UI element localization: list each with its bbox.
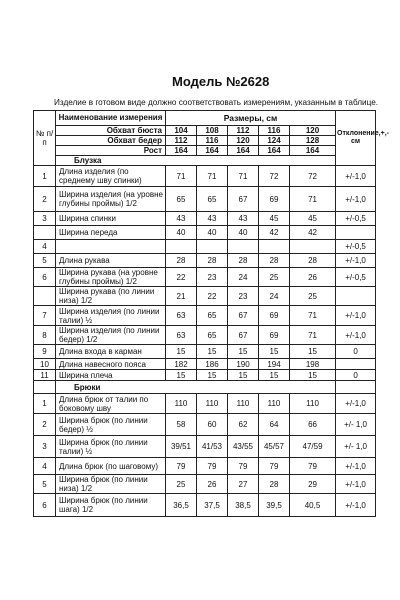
size-value: 72: [259, 166, 290, 187]
tolerance-value: +/-1,0: [336, 394, 376, 414]
tolerance-value: +/- 1,0: [336, 414, 376, 436]
size-value: 40: [197, 226, 228, 240]
row-name: Длина входа в карман: [56, 345, 166, 359]
size-value: 79: [166, 458, 197, 475]
size-value: 45: [259, 212, 290, 226]
size-value: 28: [259, 254, 290, 268]
table-row: [34, 345, 376, 359]
row-number: 5: [34, 475, 56, 494]
measure-value: 112: [166, 136, 197, 146]
size-value: 79: [228, 458, 259, 475]
size-value: 37,5: [197, 494, 228, 517]
row-name: Ширина брюк (по линии бедер) ½: [56, 414, 166, 436]
row-number: 11: [34, 370, 56, 381]
tolerance-value: +/-1,0: [336, 494, 376, 517]
row-number: 1: [34, 394, 56, 414]
measure-value: 120: [228, 136, 259, 146]
size-value: 15: [228, 370, 259, 381]
size-value: [166, 240, 197, 254]
row-name: Ширина изделия (по линии талии) ½: [56, 306, 166, 326]
row-number: 6: [34, 494, 56, 517]
size-value: 28: [228, 254, 259, 268]
size-value: 63: [166, 326, 197, 345]
row-name: [56, 240, 166, 254]
size-value: 27: [228, 475, 259, 494]
size-value: 110: [228, 394, 259, 414]
size-value: 22: [197, 287, 228, 306]
row-name: Длина изделия (по среднему шву спинки): [56, 166, 166, 187]
measure-row: [34, 146, 376, 156]
row-number: 1: [34, 166, 56, 187]
tolerance-value: +/- 1,0: [336, 436, 376, 458]
table-row: [34, 287, 376, 306]
measure-label: Рост: [56, 146, 166, 156]
size-value: 65: [197, 187, 228, 212]
size-value: 25: [290, 287, 336, 306]
tolerance-value: [336, 287, 376, 306]
tolerance-value: +/-1,0: [336, 254, 376, 268]
measure-value: 124: [259, 136, 290, 146]
tolerance-value: +/-1,0: [336, 187, 376, 212]
size-value: 194: [259, 359, 290, 370]
tolerance-value: [336, 226, 376, 240]
table-row: [34, 212, 376, 226]
row-name: Ширина рукава (по линии низа) 1/2: [56, 287, 166, 306]
measure-value: 120: [290, 126, 336, 136]
size-value: 41/53: [197, 436, 228, 458]
measure-value: 116: [197, 136, 228, 146]
row-name: Ширина брюк (по линии шага) 1/2: [56, 494, 166, 517]
measure-value: 164: [290, 146, 336, 156]
table-row: [34, 494, 376, 517]
size-value: 43/55: [228, 436, 259, 458]
size-value: 15: [290, 370, 336, 381]
size-value: 23: [228, 287, 259, 306]
name-header: Наименование измерения: [56, 111, 166, 126]
tolerance-value: +/-1,0: [336, 166, 376, 187]
section-title: Брюки: [56, 381, 336, 394]
measure-value: 164: [166, 146, 197, 156]
tolerance-header: Отклонение,+,- см: [336, 111, 376, 166]
table-row: [34, 414, 376, 436]
size-value: 43: [228, 212, 259, 226]
row-number: [34, 226, 56, 240]
size-value: 15: [197, 345, 228, 359]
row-name: Ширина изделия (по линии бедер) 1/2: [56, 326, 166, 345]
size-value: 24: [228, 268, 259, 287]
size-value: 28: [259, 475, 290, 494]
table-row: [34, 187, 376, 212]
size-value: 39,5: [259, 494, 290, 517]
row-name: Ширина переда: [56, 226, 166, 240]
size-value: 15: [259, 345, 290, 359]
size-value: 79: [259, 458, 290, 475]
measure-value: 116: [259, 126, 290, 136]
row-number: 3: [34, 212, 56, 226]
table-row: [34, 326, 376, 345]
size-value: 15: [259, 370, 290, 381]
size-value: [228, 240, 259, 254]
row-name: Ширина спинки: [56, 212, 166, 226]
tolerance-value: [336, 359, 376, 370]
measure-row: [34, 126, 376, 136]
sizes-header: Размеры, см: [166, 111, 336, 126]
size-value: 63: [166, 306, 197, 326]
size-value: 26: [290, 268, 336, 287]
row-name: Ширина плеча: [56, 370, 166, 381]
size-value: 69: [259, 306, 290, 326]
table-row: [34, 359, 376, 370]
row-number: 3: [34, 436, 56, 458]
size-value: 58: [166, 414, 197, 436]
size-value: 15: [197, 370, 228, 381]
tolerance-value: +/-1,0: [336, 458, 376, 475]
size-value: 26: [197, 475, 228, 494]
size-value: [197, 240, 228, 254]
row-name: Ширина рукава (на уровне глубины проймы) 1/2: [56, 268, 166, 287]
measure-label: Обхват бедер: [56, 136, 166, 146]
measure-label: Обхват бюста: [56, 126, 166, 136]
size-value: 65: [197, 326, 228, 345]
measure-value: 164: [259, 146, 290, 156]
size-value: 24: [259, 287, 290, 306]
tolerance-value: +/-1,0: [336, 306, 376, 326]
size-value: 71: [290, 187, 336, 212]
size-value: 39/51: [166, 436, 197, 458]
size-value: 43: [197, 212, 228, 226]
tolerance-value: 0: [336, 370, 376, 381]
row-number: 8: [34, 326, 56, 345]
size-value: [290, 240, 336, 254]
table-row: [34, 475, 376, 494]
section-title: Блузка: [56, 156, 336, 166]
row-name: Ширина брюк (по линии талии) ½: [56, 436, 166, 458]
section-tol: [336, 381, 376, 394]
row-number: 10: [34, 359, 56, 370]
size-value: 28: [166, 254, 197, 268]
row-name: Длина брюк от талии по боковому шву: [56, 394, 166, 414]
size-value: 110: [259, 394, 290, 414]
size-value: 110: [166, 394, 197, 414]
size-value: 28: [197, 254, 228, 268]
size-value: 65: [166, 187, 197, 212]
size-value: 23: [197, 268, 228, 287]
table-row: [34, 458, 376, 475]
size-value: 38,5: [228, 494, 259, 517]
row-number: 7: [34, 306, 56, 326]
size-value: 79: [197, 458, 228, 475]
size-value: 40,5: [290, 494, 336, 517]
row-number: 4: [34, 458, 56, 475]
page-title: Модель №2628: [172, 74, 270, 89]
row-name: Длина брюк (по шаговому): [56, 458, 166, 475]
size-value: 28: [290, 254, 336, 268]
size-value: 79: [290, 458, 336, 475]
row-name: Ширина изделия (на уровне глубины проймы) 1/2: [56, 187, 166, 212]
size-value: 36,5: [166, 494, 197, 517]
size-value: 22: [166, 268, 197, 287]
measure-value: 164: [228, 146, 259, 156]
subtitle: Изделие в готовом виде должно соответствовать измерениям, указанным в таблице.: [54, 98, 379, 107]
size-value: 65: [197, 306, 228, 326]
size-value: 69: [259, 326, 290, 345]
size-value: 21: [166, 287, 197, 306]
size-value: 182: [166, 359, 197, 370]
section-row: [34, 156, 376, 166]
size-value: 67: [228, 326, 259, 345]
tolerance-value: +/-1,0: [336, 326, 376, 345]
size-value: 45: [290, 212, 336, 226]
size-value: 69: [259, 187, 290, 212]
size-value: 67: [228, 306, 259, 326]
size-value: 71: [197, 166, 228, 187]
size-value: 72: [290, 166, 336, 187]
measure-value: 108: [197, 126, 228, 136]
size-value: 15: [290, 345, 336, 359]
row-number: 5: [34, 254, 56, 268]
size-value: 71: [290, 306, 336, 326]
size-value: 25: [166, 475, 197, 494]
measure-value: 104: [166, 126, 197, 136]
table-row: [34, 268, 376, 287]
size-table: [33, 110, 389, 517]
table-row: [34, 370, 376, 381]
size-value: 71: [166, 166, 197, 187]
size-value: 40: [228, 226, 259, 240]
tolerance-value: +/-0,5: [336, 240, 376, 254]
size-value: 42: [290, 226, 336, 240]
tolerance-value: +/-0,5: [336, 212, 376, 226]
size-value: 47/59: [290, 436, 336, 458]
size-value: 60: [197, 414, 228, 436]
measure-row: [34, 136, 376, 146]
num-header: № п/п: [34, 111, 56, 166]
size-value: 66: [290, 414, 336, 436]
size-value: 15: [166, 370, 197, 381]
table-row: [34, 226, 376, 240]
size-value: 190: [228, 359, 259, 370]
size-value: 45/57: [259, 436, 290, 458]
size-value: 71: [228, 166, 259, 187]
row-number: 2: [34, 414, 56, 436]
row-number: [34, 287, 56, 306]
table-row: [34, 166, 376, 187]
table-row: [34, 436, 376, 458]
tolerance-value: +/-1,0: [336, 475, 376, 494]
row-number: 4: [34, 240, 56, 254]
size-value: [259, 240, 290, 254]
size-value: 43: [166, 212, 197, 226]
size-value: 29: [290, 475, 336, 494]
size-value: 25: [259, 268, 290, 287]
size-value: 110: [197, 394, 228, 414]
table-row: [34, 394, 376, 414]
size-value: 15: [228, 345, 259, 359]
size-value: 42: [259, 226, 290, 240]
size-value: 64: [259, 414, 290, 436]
measure-value: 128: [290, 136, 336, 146]
size-value: 110: [290, 394, 336, 414]
row-number: 9: [34, 345, 56, 359]
section-row: [34, 381, 376, 394]
measure-value: 112: [228, 126, 259, 136]
table-row: [34, 254, 376, 268]
size-value: 198: [290, 359, 336, 370]
row-name: Ширина брюк (по линии низа) 1/2: [56, 475, 166, 494]
row-name: Длина навесного пояса: [56, 359, 166, 370]
size-value: 15: [166, 345, 197, 359]
row-number: 2: [34, 187, 56, 212]
size-value: 62: [228, 414, 259, 436]
measure-value: 164: [197, 146, 228, 156]
size-value: 71: [290, 326, 336, 345]
row-number: 6: [34, 268, 56, 287]
size-value: 67: [228, 187, 259, 212]
table-row: [34, 240, 376, 254]
tolerance-value: 0: [336, 345, 376, 359]
row-name: Длина рукава: [56, 254, 166, 268]
size-value: 186: [197, 359, 228, 370]
tolerance-value: +/-0,5: [336, 268, 376, 287]
size-value: 40: [166, 226, 197, 240]
table-row: [34, 306, 376, 326]
section-num: [34, 381, 56, 394]
